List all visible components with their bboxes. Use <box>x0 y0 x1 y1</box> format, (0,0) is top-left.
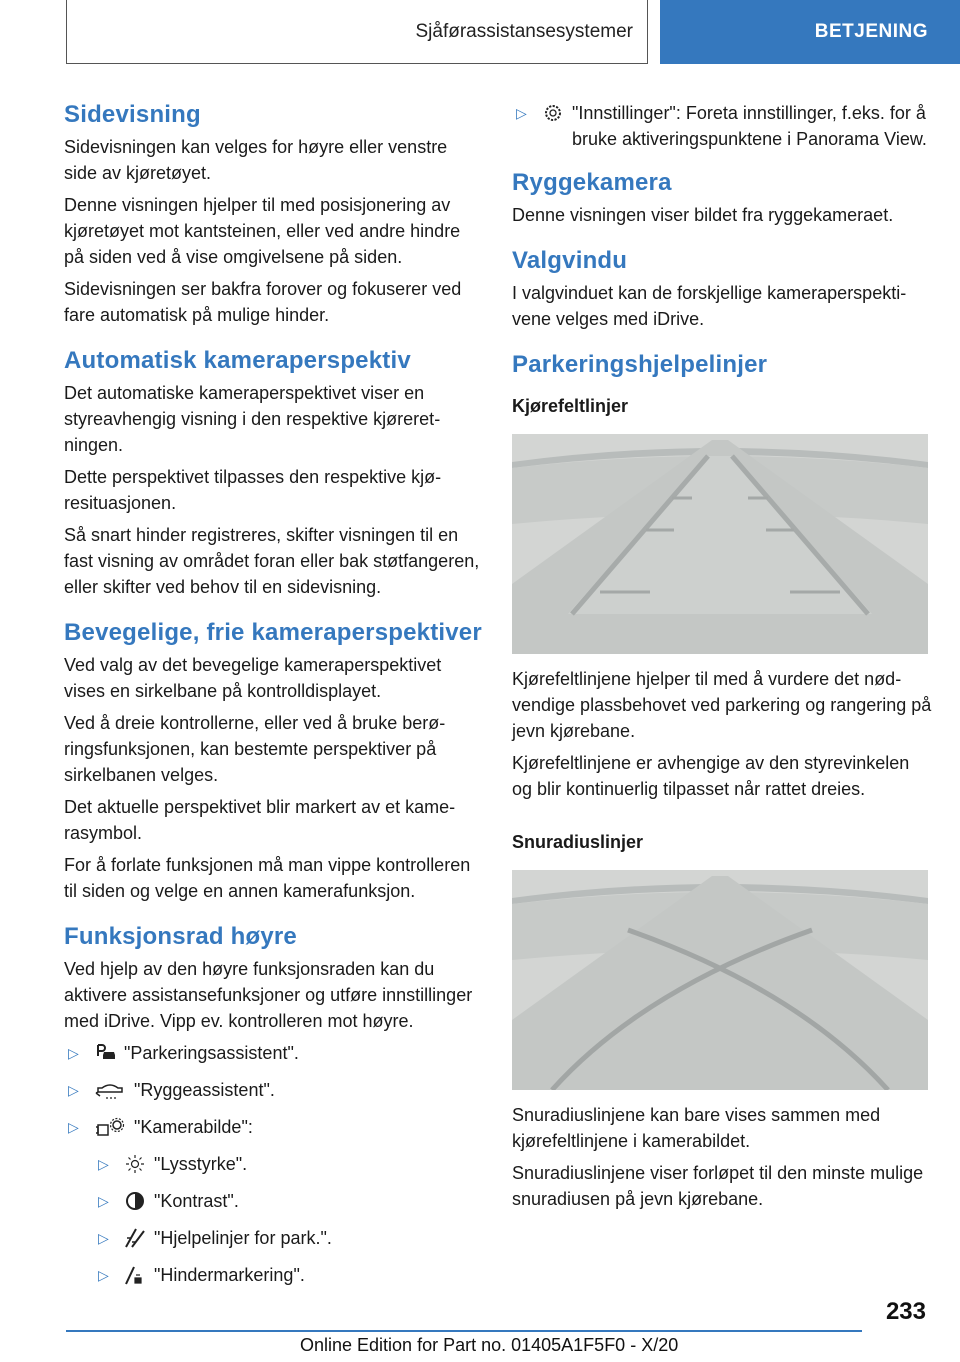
chapter-title-text: BETJENING <box>814 21 928 42</box>
paragraph: Denne visningen hjelper til med posisjonering av kjøretøyet mot kantsteinen, eller ved andre hindre på siden ved å vise omgivelsene på siden. <box>64 195 461 267</box>
subheading-kjorefeltlinjer: Kjørefeltlinjer <box>512 396 629 416</box>
list-item-kamerabilde <box>64 1114 482 1140</box>
paragraph: Snuradiuslinjene kan bare vises sammen med kjørefeltlinjene i kamerabildet. <box>512 1105 881 1151</box>
heading-bevegelige: Bevegelige, frie kameraperspektiver <box>64 619 482 646</box>
camera-image-settings-icon <box>92 1117 128 1137</box>
item-label: "Parkeringsassistent". <box>124 1043 299 1063</box>
heading-valgvindu: Valgvindu <box>512 247 628 274</box>
item-label: "Innstillinger": Foreta innstillinger, f.eks. for å bruke aktiveringspunktene i Panorama View. <box>572 103 927 149</box>
turning-radius-figure <box>512 870 928 1090</box>
heading-funksjonsrad: Funksjonsrad høyre <box>64 923 297 950</box>
paragraph: Det automatiske kameraperspektivet viser en styreavhengig visning i den respektive kjøreretningen. <box>64 383 441 455</box>
section-bevegelige <box>64 618 482 904</box>
list-item-innstillinger <box>512 100 932 152</box>
heading-automatisk: Automatisk kameraperspektiv <box>64 347 411 374</box>
header-section-title <box>66 0 648 64</box>
paragraph: Ved å dreie kontrollerne, eller ved å bruke berøringsfunksjonen, kan bestemte perspektiver på sirkelbanen velges. <box>64 713 446 785</box>
triangle-bullet-icon: ▷ <box>68 1119 79 1135</box>
reversing-assistant-icon <box>92 1080 128 1100</box>
list-item-ryggeassistent <box>64 1077 482 1103</box>
turning-radius-illustration <box>512 870 928 1090</box>
subheading-snuradiuslinjer: Snuradiuslinjer <box>512 832 644 852</box>
page-number: 233 <box>885 1298 926 1325</box>
contrast-icon <box>122 1191 148 1211</box>
list-item-kontrast <box>94 1188 482 1214</box>
list-item-lysstyrke <box>94 1151 482 1177</box>
triangle-bullet-icon: ▷ <box>98 1267 109 1283</box>
list-item-hindermarkering <box>94 1262 482 1288</box>
triangle-bullet-icon: ▷ <box>68 1082 79 1098</box>
heading-sidevisning: Sidevisning <box>64 101 201 128</box>
paragraph: Denne visningen viser bildet fra ryggekameraet. <box>512 205 894 225</box>
paragraph: Sidevisningen kan velges for høyre eller venstre side av kjøretøyet. <box>64 137 448 183</box>
list-item-hjelpelinjer <box>94 1225 482 1251</box>
paragraph: Snuradiuslinjene viser forløpet til den minste mulige snuradiusen på jevn kjørebane. <box>512 1163 924 1209</box>
triangle-bullet-icon: ▷ <box>98 1230 109 1246</box>
brightness-icon <box>122 1154 148 1174</box>
paragraph: Ved valg av det bevegelige kameraperspektivet vises en sirkelbane på kontrolldisplayet. <box>64 655 442 701</box>
paragraph: Dette perspektivet tilpasses den respektive kjøresituasjonen. <box>64 467 442 513</box>
heading-parkeringshjelpelinjer: Parkeringshjelpelinjer <box>512 351 768 378</box>
triangle-bullet-icon: ▷ <box>516 105 527 121</box>
lane-lines-figure <box>512 434 928 654</box>
section-valgvindu <box>512 246 932 332</box>
section-sidevisning <box>64 100 482 328</box>
triangle-bullet-icon: ▷ <box>98 1156 109 1172</box>
item-label: "Kamerabilde": <box>134 1117 253 1137</box>
triangle-bullet-icon: ▷ <box>68 1045 79 1061</box>
parking-assistant-icon <box>92 1043 118 1063</box>
paragraph: Kjørefeltlinjene hjelper til med å vurdere det nødvendige plassbehovet ved parkering og rangering på jevn kjørebane. <box>512 669 932 741</box>
left-column <box>64 100 482 1306</box>
paragraph: Kjørefeltlinjene er avhengige av den styrevinkelen og blir kontinuerlig tilpasset når rattet dreies. <box>512 753 910 799</box>
section-funksjonsrad <box>64 922 482 1288</box>
list-item-parkeringsassistent <box>64 1040 482 1066</box>
item-label: "Hjelpelinjer for park.". <box>154 1228 332 1248</box>
section-title-text: Sjåførassistansesystemer <box>415 20 633 42</box>
camera-settings-sublist <box>64 1151 482 1288</box>
section-automatisk <box>64 346 482 600</box>
right-column <box>512 100 932 1218</box>
item-label: "Kontrast". <box>154 1191 239 1211</box>
obstacle-marking-icon <box>122 1265 148 1285</box>
settings-gear-icon <box>540 103 566 123</box>
parking-guide-lines-icon <box>122 1228 148 1248</box>
item-label: "Lysstyrke". <box>154 1154 248 1174</box>
paragraph: Ved hjelp av den høyre funksjonsraden kan du aktivere assistansefunksjoner og utføre innstillinger med iDrive. Vipp ev. kontrolleren mot høyre. <box>64 959 473 1031</box>
paragraph: Så snart hinder registreres, skifter visningen til en fast visning av området foran eller bak støtfangeren, eller skifter ved behov til en sidevisning. <box>64 525 480 597</box>
triangle-bullet-icon: ▷ <box>98 1193 109 1209</box>
item-label: "Hindermarkering". <box>154 1265 305 1285</box>
paragraph: Det aktuelle perspektivet blir markert av et kamerasymbol. <box>64 797 456 843</box>
paragraph: For å forlate funksjonen må man vippe kontrolleren til siden og velge en annen kamerafunksjon. <box>64 855 471 901</box>
section-ryggekamera <box>512 168 932 228</box>
item-label: "Ryggeassistent". <box>134 1080 275 1100</box>
section-parkeringshjelpelinjer <box>512 350 932 1212</box>
lane-lines-illustration <box>512 434 928 654</box>
footer-divider <box>66 1330 862 1332</box>
footer-edition: Online Edition for Part no. 01405A1F5F0 - X/20 <box>300 1335 679 1355</box>
paragraph: Sidevisningen ser bakfra forover og fokuserer ved fare automatisk på mulige hinder. <box>64 279 462 325</box>
header-chapter-tab <box>660 0 960 64</box>
paragraph: I valgvinduet kan de forskjellige kameraperspektivene velges med iDrive. <box>512 283 907 329</box>
heading-ryggekamera: Ryggekamera <box>512 169 672 196</box>
function-list <box>64 1040 482 1140</box>
settings-list <box>512 100 932 152</box>
